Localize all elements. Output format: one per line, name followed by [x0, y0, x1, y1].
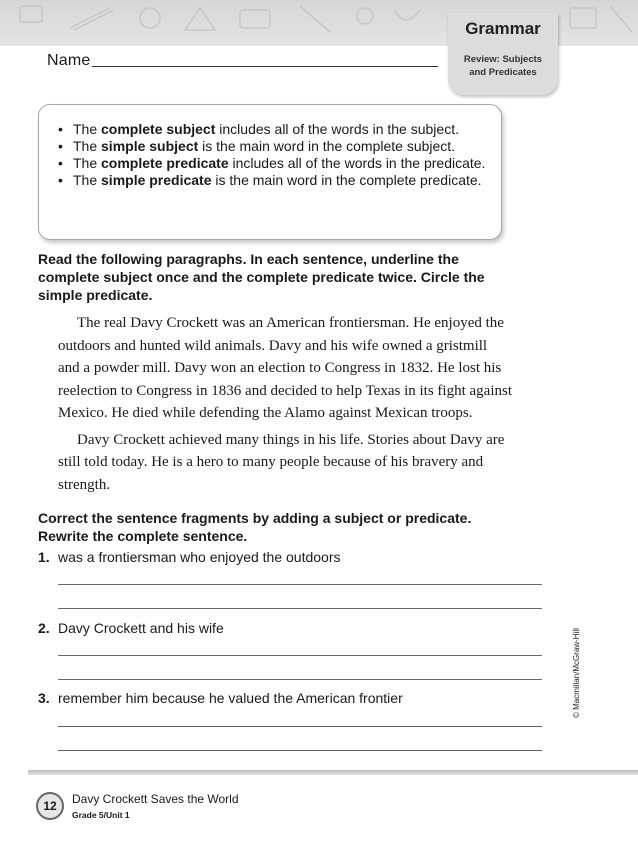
- question-3: [38, 690, 403, 706]
- answer-line[interactable]: [58, 608, 542, 609]
- question-text: was a frontiersman who enjoyed the outdoors: [58, 549, 341, 565]
- answer-line[interactable]: [58, 750, 542, 751]
- copyright-notice: © Macmillan/McGraw-Hill: [572, 628, 581, 718]
- rule-term: simple subject: [101, 138, 199, 154]
- rule-text: is the main word in the complete predicate.: [211, 172, 482, 188]
- tab-subtitle-line: and Predicates: [469, 67, 537, 78]
- question-number: 2.: [38, 620, 50, 636]
- footer-title: Davy Crockett Saves the World: [72, 792, 239, 806]
- rules-list: [58, 121, 488, 189]
- footer-rule: [28, 770, 638, 775]
- passage-line: Mexico. He died while defending the Alamo against Mexican troops.: [58, 405, 473, 421]
- question-number: 1.: [38, 549, 50, 565]
- rule-text: The: [73, 121, 102, 137]
- question-2: [38, 620, 224, 636]
- answer-line[interactable]: [58, 655, 542, 656]
- instruction-line: Read the following paragraphs. In each sentence, underline the: [38, 251, 459, 267]
- passage-line: strength.: [58, 476, 111, 493]
- rule-item: [58, 172, 488, 189]
- passage-line: outdoors and hunted wild animals. Davy and his wife owned a gristmill: [58, 337, 488, 354]
- rule-text: The: [73, 155, 102, 171]
- passage-line: and a powder mill. Davy won an election to Congress in 1832. He lost his: [58, 360, 502, 376]
- tab-subtitle-line: Review: Subjects: [463, 54, 543, 65]
- passage-line: still told today. He is a hero to many people because of his bravery and: [58, 454, 484, 470]
- rule-term: simple predicate: [101, 172, 212, 188]
- tab-subtitle: [448, 53, 558, 79]
- paragraph-2: [58, 429, 528, 497]
- rule-term: complete predicate: [101, 155, 229, 171]
- instruction-line: Rewrite the complete sentence.: [38, 528, 248, 544]
- rule-item: [58, 138, 488, 155]
- rule-text: includes all of the words in the predicate.: [228, 155, 486, 171]
- name-label: Name: [47, 52, 91, 69]
- question-number: 3.: [38, 690, 50, 706]
- name-input-line[interactable]: [92, 66, 438, 67]
- question-1: [38, 549, 341, 565]
- answer-line[interactable]: [58, 679, 542, 680]
- passage-line: The real Davy Crockett was an American frontiersman. He enjoyed the: [77, 315, 504, 331]
- rule-text: The: [73, 172, 102, 188]
- rule-item: [58, 121, 488, 138]
- instruction-line: Correct the sentence fragments by adding a subject or predicate.: [38, 510, 472, 526]
- passage: [58, 312, 528, 496]
- rule-text: includes all of the words in the subject.: [215, 121, 459, 137]
- instruction-line: simple predicate.: [38, 287, 153, 303]
- rule-term: complete subject: [101, 121, 216, 137]
- answer-line[interactable]: [58, 726, 542, 727]
- page-number: 12: [36, 792, 64, 820]
- instruction-line: complete subject once and the complete predicate twice. Circle the: [38, 269, 485, 285]
- question-text: remember him because he valued the American frontier: [58, 690, 403, 706]
- paragraph-1: [58, 312, 528, 425]
- instructions-rewrite: [38, 509, 518, 545]
- answer-line[interactable]: [58, 584, 542, 585]
- tab-title: Grammar: [465, 19, 541, 38]
- rule-text: The: [73, 138, 102, 154]
- rule-text: is the main word in the complete subject.: [198, 138, 456, 154]
- grammar-tab: [448, 13, 558, 95]
- footer-grade: Grade 5/Unit 1: [72, 810, 130, 820]
- passage-line: reelection to Congress in 1836 and decided to help Texas in its fight against: [58, 382, 512, 399]
- instructions-underline: [38, 250, 518, 304]
- question-text: Davy Crockett and his wife: [58, 620, 224, 636]
- passage-line: Davy Crockett achieved many things in his life. Stories about Davy are: [77, 431, 505, 448]
- rule-item: [58, 155, 488, 172]
